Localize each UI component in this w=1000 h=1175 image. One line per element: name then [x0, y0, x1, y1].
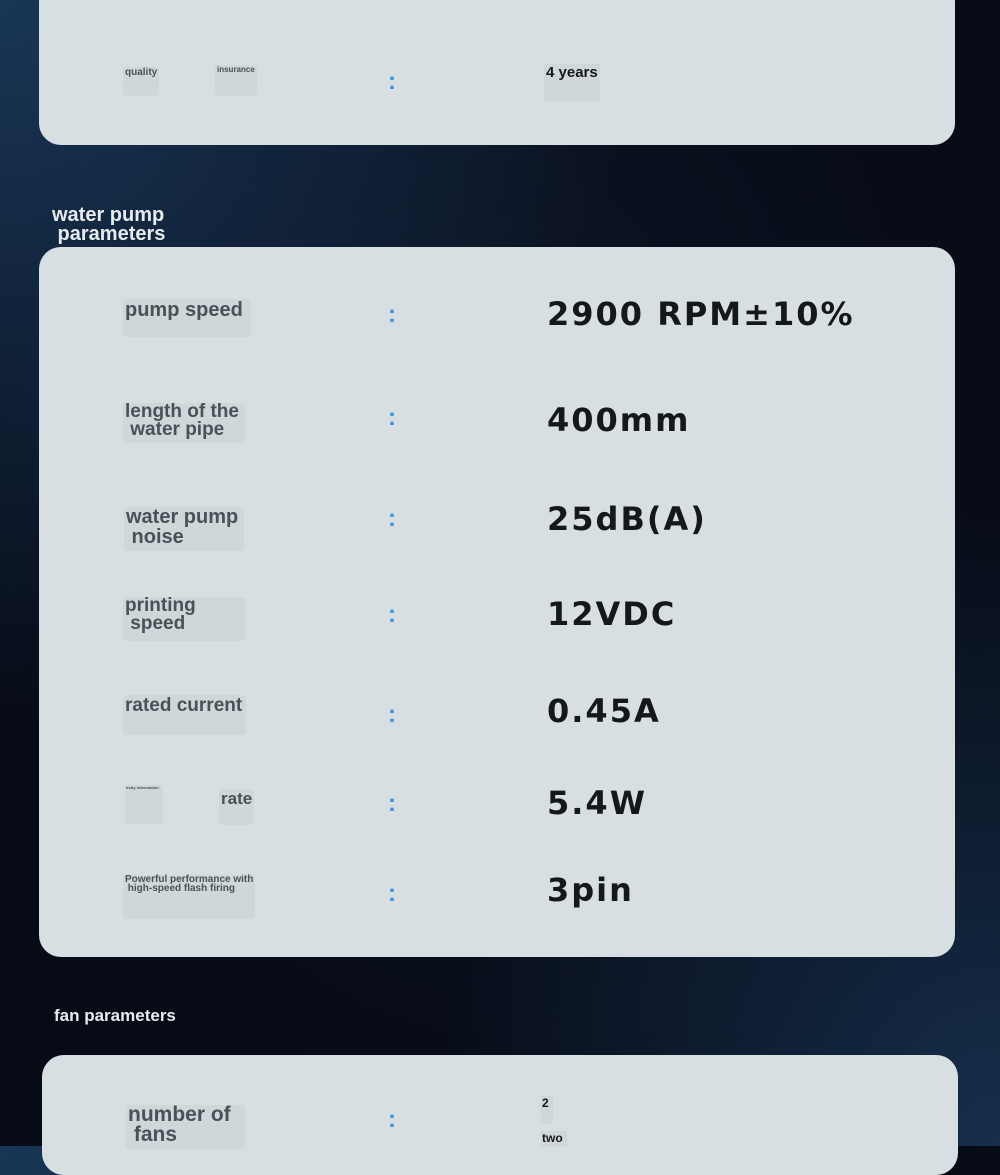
warranty-panel	[39, 0, 955, 145]
pump-row-value: 400mm	[547, 401, 691, 439]
pump-row-colon: :	[388, 701, 396, 728]
pump-row-value: 3pin	[547, 871, 634, 909]
pump-row-label: rate	[219, 789, 254, 825]
pump-row-colon: :	[388, 601, 396, 628]
pump-section-title: water pump parameters	[52, 204, 166, 245]
fan-panel	[42, 1055, 958, 1175]
pump-row-label: Powerful performance with high-speed flash firing	[123, 875, 255, 919]
fan-row-label: number of fans	[126, 1105, 245, 1149]
warranty-value: 4 years	[544, 64, 600, 101]
pump-row-label: rated current	[123, 695, 246, 735]
fan-row-value-bottom: two	[541, 1131, 567, 1147]
warranty-label-quality: quality	[123, 67, 159, 96]
pump-row-colon: :	[388, 404, 396, 431]
pump-row-label: length of the water pipe	[123, 403, 245, 443]
pump-row-colon: :	[388, 505, 396, 532]
pump-row-colon: :	[388, 790, 396, 817]
pump-row-colon: :	[388, 301, 396, 328]
pump-row-value: 12VDC	[547, 595, 677, 633]
pump-row-label-minor: body information	[125, 785, 163, 824]
warranty-label-insurance: insurance	[215, 65, 257, 96]
pump-row-colon: :	[388, 880, 396, 907]
pump-row-value: 2900 RPM±10%	[547, 295, 855, 333]
pump-panel	[39, 247, 955, 957]
pump-row-value: 5.4W	[547, 784, 647, 822]
pump-row-label: water pump noise	[124, 507, 244, 551]
fan-row-colon: :	[388, 1106, 396, 1133]
fan-section-title: fan parameters	[54, 1006, 176, 1025]
pump-row-label: printing speed	[123, 597, 246, 641]
fan-row-value-top: 2	[541, 1096, 553, 1124]
pump-row-value: 25dB(A)	[547, 500, 707, 538]
pump-row-value: 0.45A	[547, 692, 661, 730]
warranty-colon: :	[388, 68, 396, 95]
pump-row-label: pump speed	[123, 299, 251, 337]
